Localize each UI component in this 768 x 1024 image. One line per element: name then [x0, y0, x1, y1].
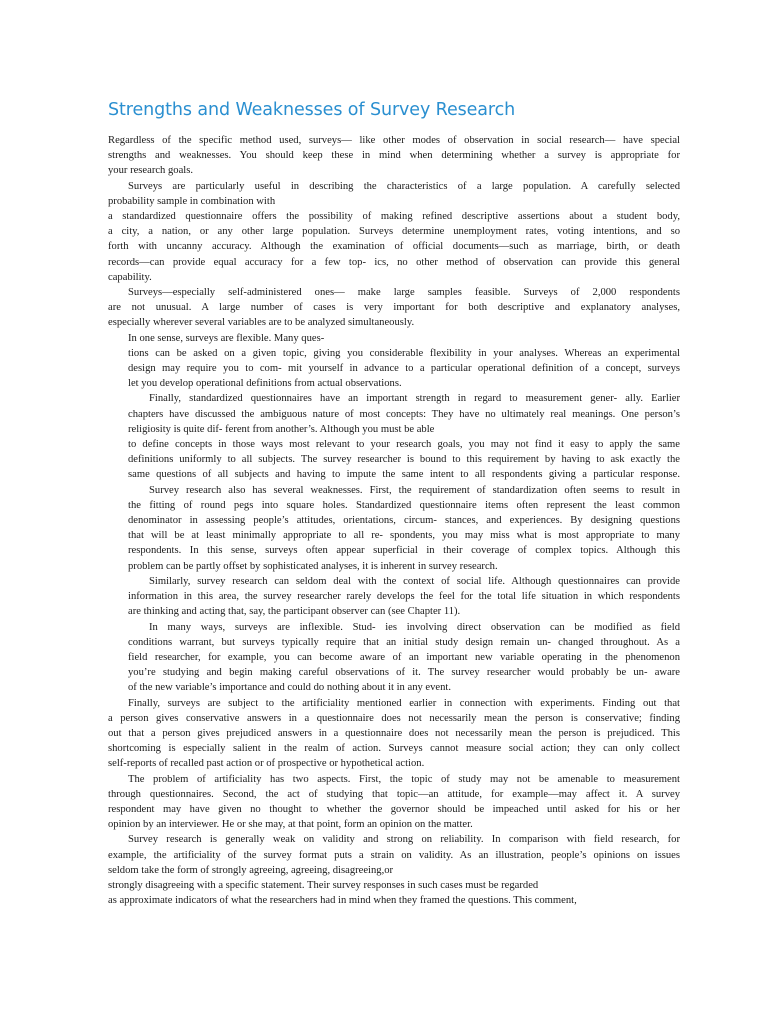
- text-line: strengths and weaknesses. You should keep these in mind when determining whether a survey is appropriate for: [108, 150, 680, 162]
- document-body: [108, 133, 680, 908]
- text-line: seldom take the form of strongly agreeing, agreeing, disagreeing,or: [108, 864, 394, 876]
- text-line: are not unusual. A large number of cases is very important for both descriptive and explanatory analyses,: [108, 302, 680, 314]
- text-line: to define concepts in those ways most relevant to your research goals, you may not find it easy to apply the same: [128, 439, 680, 451]
- text-line: information in this area, the survey researcher rarely develops the feel for the total life situation in which respondents: [128, 591, 680, 603]
- text-line: a city, a nation, or any other large population. Surveys determine unemployment rates, voting intentions, and so: [108, 226, 680, 238]
- text-line: probability sample in combination with: [108, 195, 276, 207]
- text-line: chapters have discussed the ambiguous nature of most concepts: They have no ultimately real meanings. One person’s: [128, 408, 680, 420]
- text-line: Survey research also has several weaknesses. First, the requirement of standardization often seems to result in: [149, 484, 680, 496]
- text-line: respondent may have given no thought to whether the governor should be impeached until asked for his or her: [108, 803, 680, 815]
- text-line: Finally, standardized questionnaires have an important strength in regard to measurement gener- ally. Earlier: [149, 393, 680, 405]
- text-line: tions can be asked on a given topic, giving you considerable flexibility in your analyses. Whereas an experimental: [128, 347, 680, 359]
- text-line: out that a person gives prejudiced answers in a questionnaire does not necessarily mean the person is prejudiced. This: [108, 727, 680, 739]
- text-line: as approximate indicators of what the researchers had in mind when they framed the questions. This comment,: [108, 895, 577, 907]
- text-line: In many ways, surveys are inflexible. Stud- ies involving direct observation can be modified as field: [149, 621, 680, 633]
- text-line: The problem of artificiality has two aspects. First, the topic of study may not be amenable to measurement: [128, 773, 680, 785]
- text-line: field researcher, for example, you can become aware of an important new variable operating in the phenomenon: [128, 651, 680, 663]
- text-line: through questionnaires. Second, the act of studying that topic—an attitude, for example—may affect it. A survey: [108, 788, 680, 800]
- text-line: self-reports of recalled past action or of prospective or hypothetical action.: [108, 758, 425, 770]
- text-line: let you develop operational definitions from actual observations.: [128, 378, 402, 390]
- text-line: of the new variable’s importance and could do nothing about it in any event.: [128, 682, 452, 694]
- text-line: a person gives conservative answers in a questionnaire does not necessarily mean the person is conservative; finding: [108, 712, 680, 724]
- text-line: problem can be partly offset by sophisticated analyses, it is inherent in survey research.: [128, 560, 498, 572]
- text-line: especially wherever several variables are to be analyzed simultaneously.: [108, 317, 415, 329]
- text-line: Finally, surveys are subject to the artificiality mentioned earlier in connection with experiments. Finding out that: [128, 697, 680, 709]
- text-line: you’re studying and begin making careful observations of it. The survey researcher would probably be un- aware: [128, 667, 680, 679]
- text-line: strongly disagreeing with a specific statement. Their survey responses in such cases must be regarded: [108, 879, 539, 891]
- text-line: are thinking and acting that, say, the participant observer can (see Chapter 11).: [128, 606, 461, 618]
- text-line: a standardized questionnaire offers the possibility of making refined descriptive assertions about a student body,: [108, 211, 680, 223]
- text-line: Surveys are particularly useful in describing the characteristics of a large population. A carefully selected: [128, 180, 680, 192]
- document-page: [108, 100, 680, 908]
- text-line: Surveys—especially self-administered ones— make large samples feasible. Surveys of 2,000 respondents: [128, 287, 680, 299]
- text-line: religiosity is quite dif- ferent from another’s. Although you must be able: [128, 423, 435, 435]
- text-line: your research goals.: [108, 165, 194, 177]
- text-line: example, the artificiality of the survey format puts a strain on validity. As an illustration, people’s opinions on issues: [108, 849, 680, 861]
- text-line: same questions of all subjects and having to impute the same intent to all respondents giving a particular response.: [128, 469, 680, 481]
- text-line: that will be at least minimally appropriate to all re- spondents, you may miss what is most appropriate to many: [128, 530, 680, 542]
- text-line: Survey research is generally weak on validity and strong on reliability. In comparison with field research, for: [128, 834, 680, 846]
- text-line: definitions uniformly to all subjects. The survey researcher is bound to this requirement by having to ask exactly the: [128, 454, 680, 466]
- text-line: capability.: [108, 271, 152, 283]
- text-line: shortcoming is especially salient in the realm of action. Surveys cannot measure social action; they can only collect: [108, 743, 680, 755]
- text-line: the fitting of round pegs into square holes. Standardized questionnaire items often represent the least common: [128, 499, 680, 511]
- text-line: Similarly, survey research can seldom deal with the context of social life. Although questionnaires can provide: [149, 575, 680, 587]
- text-line: forth with uncanny accuracy. Although the examination of official documents—such as marriage, birth, or death: [108, 241, 680, 253]
- text-line: opinion by an interviewer. He or she may, at that point, form an opinion on the matter.: [108, 819, 473, 831]
- text-line: records—can provide equal accuracy for a few top- ics, no other method of observation can provide this general: [108, 256, 680, 268]
- text-line: respondents. In this sense, surveys often appear superficial in their coverage of complex topics. Although this: [128, 545, 680, 557]
- text-line: In one sense, surveys are flexible. Many ques-: [128, 332, 325, 344]
- text-line: conditions warrant, but surveys typically require that an initial study design remain un- changed throughout. As a: [128, 636, 680, 648]
- text-line: design may require you to com- mit yourself in advance to a particular operational definition of a concept, surveys: [128, 363, 680, 375]
- text-line: Regardless of the specific method used, surveys— like other modes of observation in social research— have special: [108, 135, 680, 146]
- document-title: Strengths and Weaknesses of Survey Research: [108, 100, 516, 120]
- text-line: denominator in assessing people’s attitudes, orientations, circum- stances, and experiences. By designing questions: [128, 515, 680, 527]
